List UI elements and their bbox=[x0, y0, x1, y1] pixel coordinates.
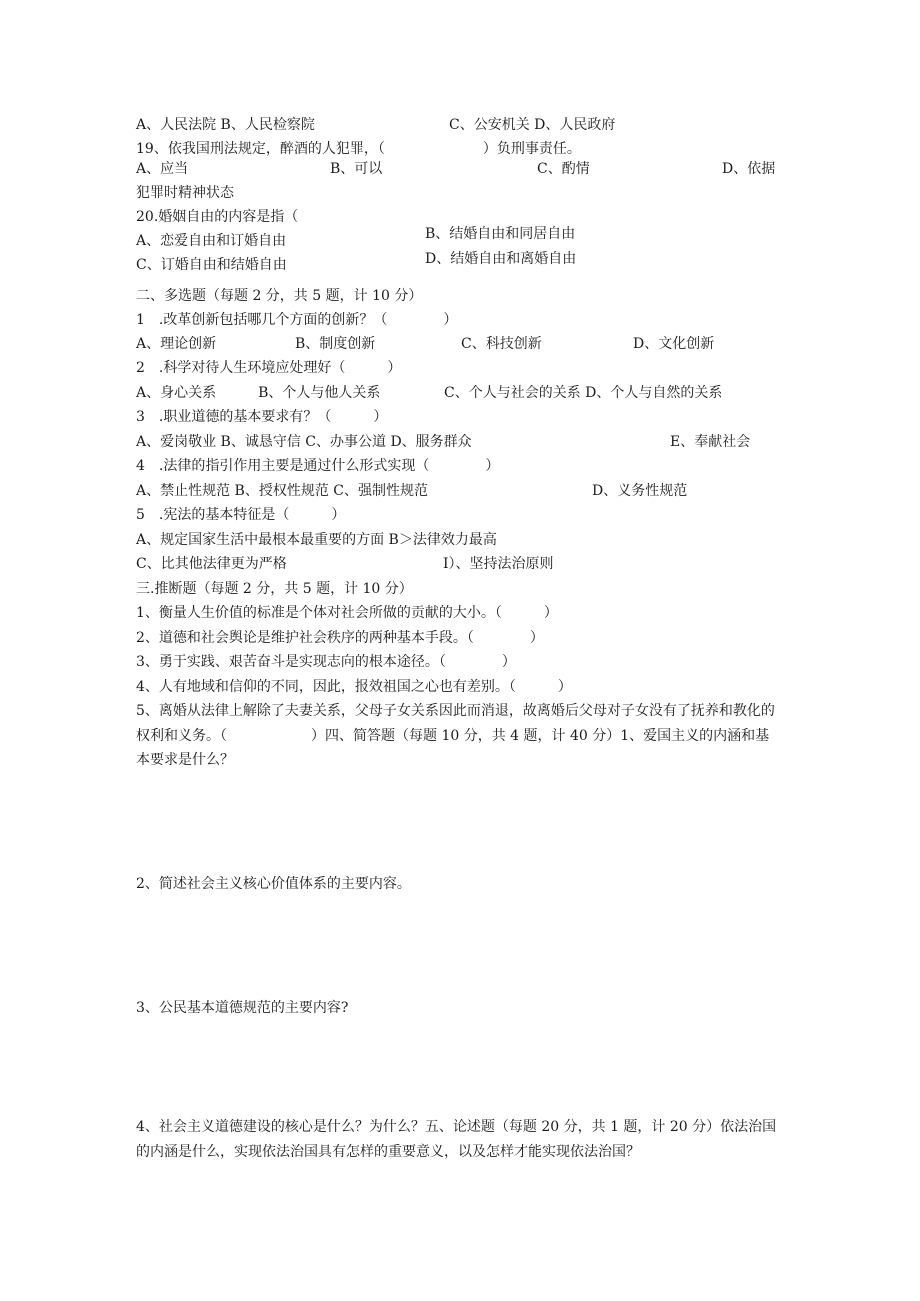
m5-stem: 5 .宪法的基本特征是（ ） bbox=[136, 507, 346, 523]
q19-option-c: C、酌情 bbox=[537, 161, 590, 177]
q19-option-d-continued: 犯罪时精神状态 bbox=[136, 185, 234, 201]
m4-option-d: D、义务性规范 bbox=[592, 483, 688, 499]
q19-option-b: B、可以 bbox=[330, 161, 383, 177]
judge-5-and-section-4: 5、离婚从法律上解除了夫妻关系，父母子女关系因此而消退，故离婚后父母对子女没有了抚养和教化的权利和义务。（ ）四、简答题（每题 10 分，共 4 题，计 40 分）1、爱国主义的内涵和基本要求是什么？ bbox=[136, 703, 775, 768]
q19-option-d: D、依据 bbox=[722, 161, 776, 177]
m4-options-abc: A、禁止性规范 B、授权性规范 C、强制性规范 bbox=[136, 483, 429, 499]
q19-option-a: A、应当 bbox=[136, 161, 189, 177]
m5-options-ab: A、规定国家生活中最根本最重要的方面 B＞法律效力最高 bbox=[136, 532, 497, 548]
m5-option-d: I）、坚持法治原则 bbox=[443, 556, 554, 572]
q18-options-cd: C、公安机关 D、人民政府 bbox=[449, 117, 616, 133]
short-answer-2: 2、简述社会主义核心价值体系的主要内容。 bbox=[136, 876, 411, 892]
section-2-heading: 二、多选题（每题 2 分，共 5 题，计 10 分） bbox=[136, 288, 423, 304]
m2-stem: 2 .科学对待人生环境应处理好（ ） bbox=[136, 360, 402, 376]
m1-option-d: D、文化创新 bbox=[633, 336, 715, 352]
m4-stem: 4 .法律的指引作用主要是通过什么形式实现（ ） bbox=[136, 458, 500, 474]
judge-3: 3、勇于实践、艰苦奋斗是实现志向的根本途径。（ ） bbox=[136, 654, 516, 670]
short-answer-4-and-section-5: 4、社会主义道德建设的核心是什么？为什么？五、论述题（每题 20 分，共 1 题，计 20 分）依法治国的内涵是什么，实现依法治国具有怎样的重要意义，以及怎样才能实现依法治国？ bbox=[136, 1119, 777, 1160]
m1-option-c: C、科技创新 bbox=[461, 336, 542, 352]
m1-stem: 1 .改革创新包括哪几个方面的创新？（ ） bbox=[136, 312, 458, 328]
q20-stem: 20.婚姻自由的内容是指（ bbox=[136, 209, 299, 225]
judge-1: 1、衡量人生价值的标准是个体对社会所做的贡献的大小。（ ） bbox=[136, 605, 558, 621]
short-answer-3: 3、公民基本道德规范的主要内容? bbox=[136, 1000, 349, 1016]
m2-options-cd: C、个人与社会的关系 D、个人与自然的关系 bbox=[444, 385, 723, 401]
q20-option-d: D、结婚自由和离婚自由 bbox=[425, 251, 577, 267]
q20-option-c: C、订婚自由和结婚自由 bbox=[136, 257, 287, 273]
m3-options-abcd: A、爱岗敬业 B、诚恳守信 C、办事公道 D、服务群众 bbox=[136, 434, 472, 450]
m3-stem: 3 .职业道德的基本要求有？（ ） bbox=[136, 409, 388, 425]
q19-stem: 19、依我国刑法规定，醉酒的人犯罪，（ ）负刑事责任。 bbox=[136, 141, 581, 157]
m2-options-ab: A、身心关系 B、个人与他人关系 bbox=[136, 385, 381, 401]
m1-option-b: B、制度创新 bbox=[295, 336, 376, 352]
q18-options-ab: A、人民法院 B、人民检察院 bbox=[136, 117, 315, 133]
judge-2: 2、道德和社会舆论是维护社会秩序的两种基本手段。（ ） bbox=[136, 630, 544, 646]
m5-option-c: C、比其他法律更为严格 bbox=[136, 556, 287, 572]
judge-4: 4、人有地域和信仰的不同，因此，报效祖国之心也有差别。（ ） bbox=[136, 679, 572, 695]
q20-option-a: A、恋爱自由和订婚自由 bbox=[136, 233, 287, 249]
m3-option-e: E、奉献社会 bbox=[670, 434, 751, 450]
section-3-heading: 三.推断题（每题 2 分，共 5 题，计 10 分） bbox=[136, 581, 413, 597]
q20-option-b: B、结婚自由和同居自由 bbox=[425, 226, 576, 242]
m1-option-a: A、理论创新 bbox=[136, 336, 217, 352]
